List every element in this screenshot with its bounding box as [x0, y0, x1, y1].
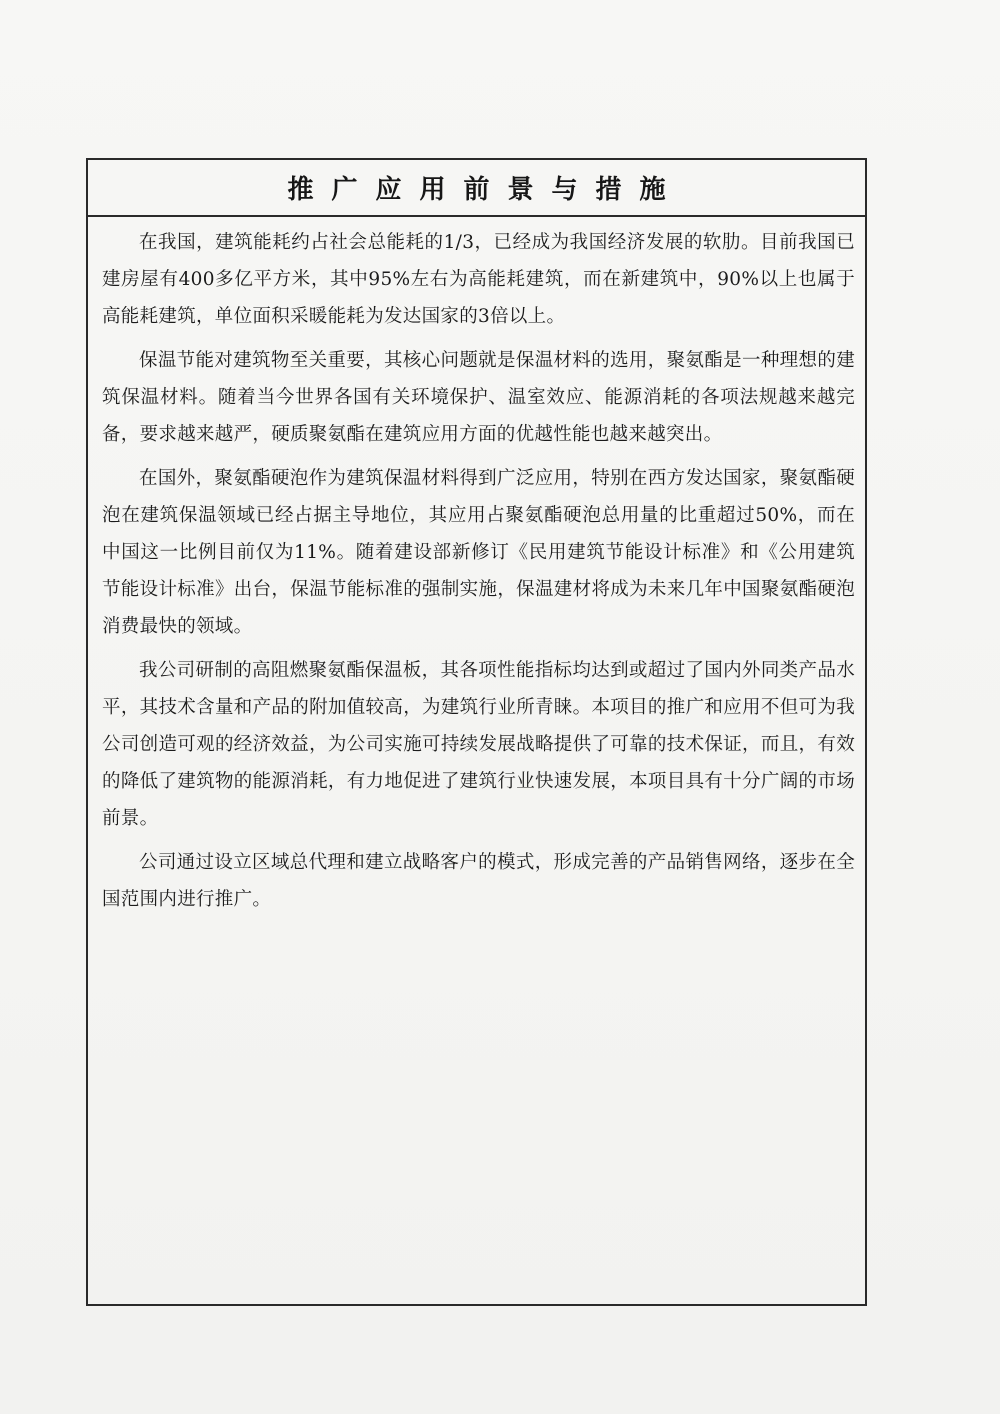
- bordered-form-box: [86, 158, 867, 1306]
- title-row: [88, 160, 865, 217]
- body-text: [102, 224, 855, 925]
- section-title: 推广应用前景与措施: [287, 175, 684, 205]
- paragraph-1: 在我国，建筑能耗约占社会总能耗的1/3，已经成为我国经济发展的软肋。目前我国已建房屋有400多亿平方米，其中95%左右为高能耗建筑，而在新建筑中，90%以上也属于高能耗建筑，单位面积采暖能耗为发达国家的3倍以上。: [102, 232, 855, 327]
- paragraph-3: 在国外，聚氨酯硬泡作为建筑保温材料得到广泛应用，特别在西方发达国家，聚氨酯硬泡在建筑保温领域已经占据主导地位，其应用占聚氨酯硬泡总用量的比重超过50%，而在中国这一比例目前仅为11%。随着建设部新修订《民用建筑节能设计标准》和《公用建筑节能设计标准》出台，保温节能标准的强制实施，保温建材将成为未来几年中国聚氨酯硬泡消费最快的领域。: [102, 468, 855, 637]
- paragraph-5: 公司通过设立区域总代理和建立战略客户的模式，形成完善的产品销售网络，逐步在全国范围内进行推广。: [102, 852, 855, 910]
- paragraph-4: 我公司研制的高阻燃聚氨酯保温板，其各项性能指标均达到或超过了国内外同类产品水平，其技术含量和产品的附加值较高，为建筑行业所青睐。本项目的推广和应用不但可为我公司创造可观的经济效益，为公司实施可持续发展战略提供了可靠的技术保证，而且，有效的降低了建筑物的能源消耗，有力地促进了建筑行业快速发展，本项目具有十分广阔的市场前景。: [102, 660, 855, 829]
- paragraph-2: 保温节能对建筑物至关重要，其核心问题就是保温材料的选用，聚氨酯是一种理想的建筑保温材料。随着当今世界各国有关环境保护、温室效应、能源消耗的各项法规越来越完备，要求越来越严，硬质聚氨酯在建筑应用方面的优越性能也越来越突出。: [102, 350, 855, 445]
